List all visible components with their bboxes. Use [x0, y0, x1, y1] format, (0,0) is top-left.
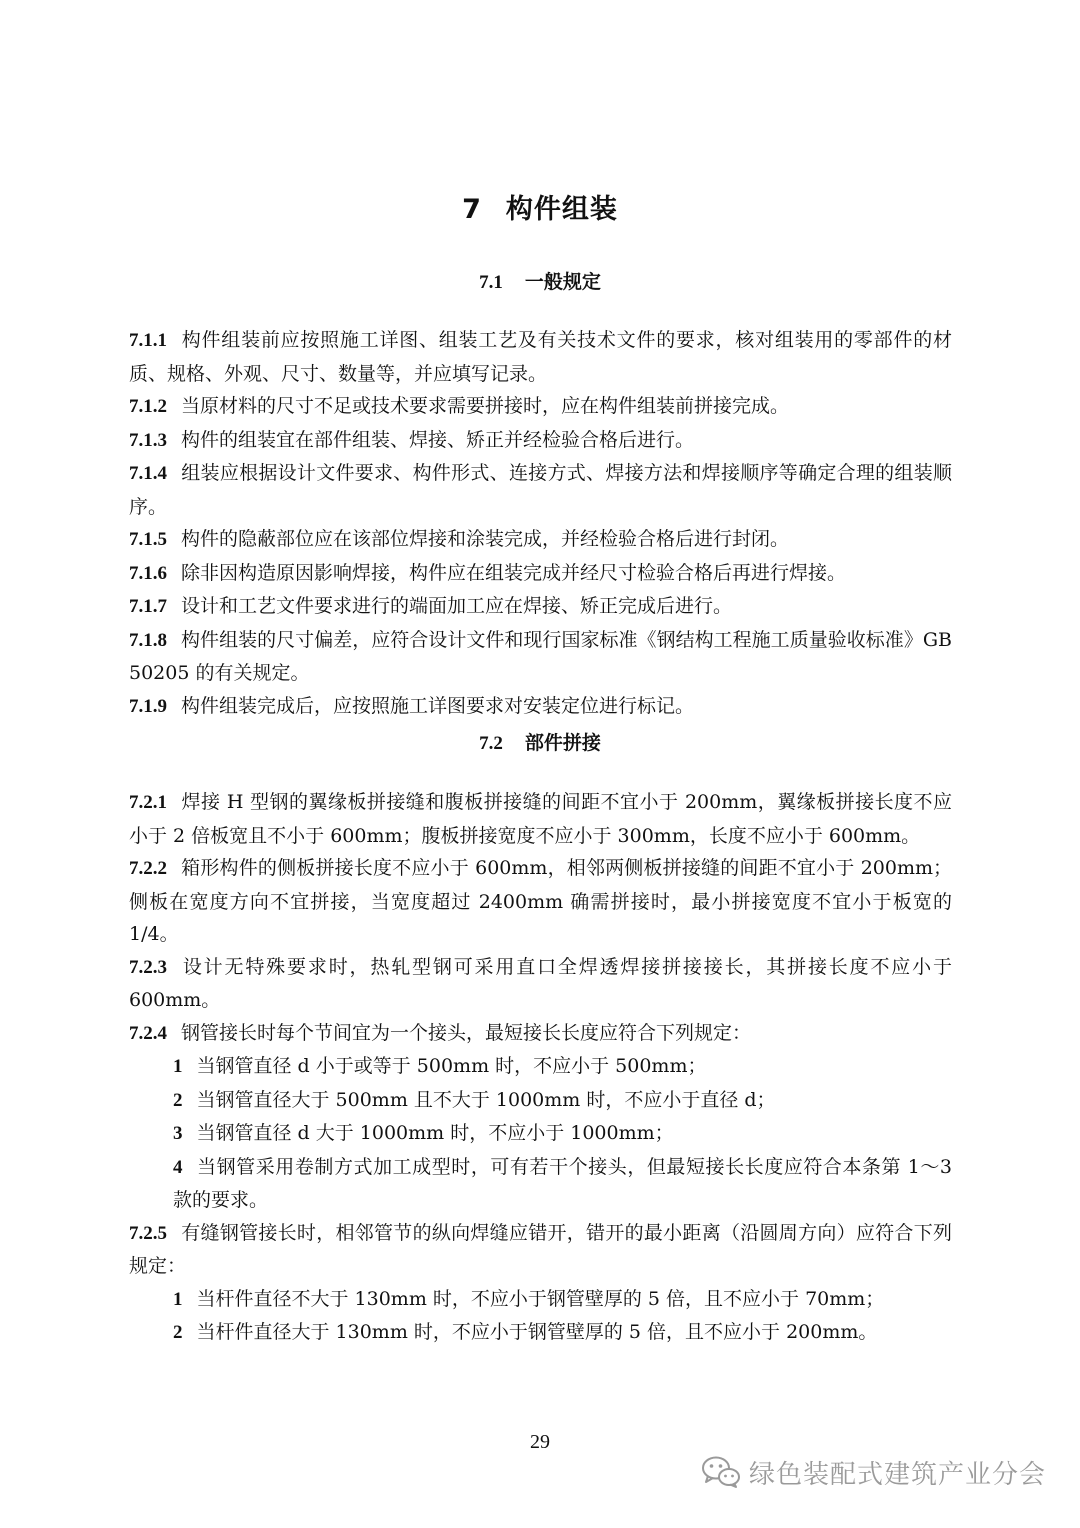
- clause-7-2-5: [129, 1217, 952, 1283]
- clause-number: 7.1.6: [129, 562, 167, 584]
- section-number: 7.1: [479, 272, 503, 293]
- clause-number: 7.1.3: [129, 429, 167, 451]
- item-number: 4: [173, 1156, 183, 1178]
- item-number: 1: [173, 1056, 183, 1077]
- clause-7-1-7: [129, 590, 952, 624]
- clause-text: 构件组装完成后，应按照施工详图要求对安装定位进行标记。: [181, 694, 695, 717]
- clause-7-2-3: [129, 951, 952, 1017]
- clause-number: 7.2.4: [129, 1022, 167, 1044]
- item-number: 2: [173, 1322, 183, 1343]
- clause-text: 构件的隐蔽部位应在该部位焊接和涂装完成，并经检验合格后进行封闭。: [181, 528, 790, 550]
- clause-number: 7.2.2: [129, 858, 167, 879]
- section-title-text: 一般规定: [524, 271, 601, 293]
- clause-number: 7.1.2: [129, 396, 167, 417]
- section-title-7-2: [0, 728, 1080, 759]
- item-text: 当钢管直径大于 500mm 且不大于 1000mm 时，不应小于直径 d；: [196, 1088, 776, 1111]
- chapter-number: 7: [462, 194, 482, 225]
- item-text: 当钢管直径 d 大于 1000mm 时，不应小于 1000mm；: [196, 1122, 674, 1144]
- clause-number: 7.1.5: [129, 529, 167, 550]
- clause-text: 组装应根据设计文件要求、构件形式、连接方式、焊接方法和焊接顺序等确定合理的组装顺序。: [129, 462, 952, 518]
- list-item: [129, 1316, 952, 1350]
- clause-text: 焊接 H 型钢的翼缘板拼接缝和腹板拼接缝的间距不宜小于 200mm，翼缘板拼接长度不应小于 2 倍板宽且不小于 600mm；腹板拼接宽度不应小于 300mm，长度不应小于 600mm。: [129, 791, 952, 847]
- clause-7-1-2: [129, 390, 952, 424]
- list-item: [129, 1050, 952, 1084]
- clause-text: 设计无特殊要求时，热轧型钢可采用直口全焊透焊接拼接接长，其拼接长度不应小于 600mm。: [129, 955, 952, 1011]
- item-number: 2: [173, 1089, 183, 1111]
- clause-7-2-4: [129, 1017, 952, 1051]
- watermark: [701, 1452, 1046, 1492]
- list-item: [129, 1283, 952, 1317]
- clause-number: 7.1.1: [129, 330, 167, 351]
- clause-7-1-1: [129, 324, 952, 390]
- clause-number: 7.1.9: [129, 695, 167, 717]
- section-title-text: 部件拼接: [524, 732, 601, 754]
- item-text: 当钢管直径 d 小于或等于 500mm 时，不应小于 500mm；: [196, 1055, 707, 1077]
- clause-text: 有缝钢管接长时，相邻管节的纵向焊缝应错开，错开的最小距离（沿圆周方向）应符合下列规定：: [129, 1221, 952, 1277]
- clause-text: 构件组装前应按照施工详图、组装工艺及有关技术文件的要求，核对组装用的零部件的材质、规格、外观、尺寸、数量等，并应填写记录。: [129, 329, 952, 385]
- clause-text: 设计和工艺文件要求进行的端面加工应在焊接、矫正完成后进行。: [181, 595, 733, 617]
- clause-7-2-2: [129, 852, 952, 951]
- clause-7-1-4: [129, 457, 952, 523]
- chapter-title: [0, 190, 1080, 230]
- item-text: 当钢管采用卷制方式加工成型时，可有若干个接头，但最短接长长度应符合本条第 1～3 款的要求。: [173, 1155, 952, 1211]
- section-number: 7.2: [479, 733, 503, 754]
- item-text: 当杆件直径不大于 130mm 时，不应小于钢管壁厚的 5 倍，且不应小于 70mm；: [196, 1287, 885, 1310]
- section-7-1-body: [129, 324, 952, 723]
- list-item: [129, 1084, 952, 1118]
- chapter-title-text: 构件组装: [505, 194, 618, 225]
- clause-7-1-8: [129, 624, 952, 690]
- list-item: [129, 1117, 952, 1151]
- clause-number: 7.2.1: [129, 792, 167, 813]
- clause-7-2-1: [129, 786, 952, 852]
- clause-number: 7.1.4: [129, 463, 167, 484]
- item-number: 3: [173, 1123, 183, 1144]
- section-title-7-1: [0, 267, 1080, 298]
- clause-7-1-5: [129, 523, 952, 557]
- clause-number: 7.1.8: [129, 629, 167, 651]
- watermark-text: 绿色装配式建筑产业分会: [748, 1459, 1046, 1490]
- clause-number: 7.1.7: [129, 596, 167, 617]
- clause-7-1-9: [129, 690, 952, 724]
- clause-number: 7.2.3: [129, 956, 167, 978]
- item-number: 1: [173, 1288, 183, 1310]
- clause-text: 箱形构件的侧板拼接长度不应小于 600mm，相邻两侧板拼接缝的间距不宜小于 200mm；侧板在宽度方向不宜拼接，当宽度超过 2400mm 确需拼接时，最小拼接宽度不宜小于板宽的 1/4。: [129, 857, 952, 945]
- item-text: 当杆件直径大于 130mm 时，不应小于钢管壁厚的 5 倍，且不应小于 200mm。: [196, 1321, 878, 1343]
- section-7-2-body: [129, 786, 952, 1350]
- clause-7-1-6: [129, 557, 952, 591]
- clause-text: 构件的组装宜在部件组装、焊接、矫正并经检验合格后进行。: [181, 428, 695, 451]
- list-item: [129, 1151, 952, 1217]
- clause-text: 除非因构造原因影响焊接，构件应在组装完成并经尺寸检验合格后再进行焊接。: [181, 561, 847, 584]
- clause-number: 7.2.5: [129, 1222, 167, 1244]
- clause-text: 钢管接长时每个节间宜为一个接头，最短接长长度应符合下列规定：: [181, 1021, 752, 1044]
- clause-text: 构件组装的尺寸偏差，应符合设计文件和现行国家标准《钢结构工程施工质量验收标准》GB 50205 的有关规定。: [129, 628, 952, 684]
- clause-text: 当原材料的尺寸不足或技术要求需要拼接时，应在构件组装前拼接完成。: [181, 395, 790, 417]
- wechat-icon: [701, 1455, 741, 1489]
- page-number: 29: [530, 1431, 550, 1453]
- clause-7-1-3: [129, 424, 952, 458]
